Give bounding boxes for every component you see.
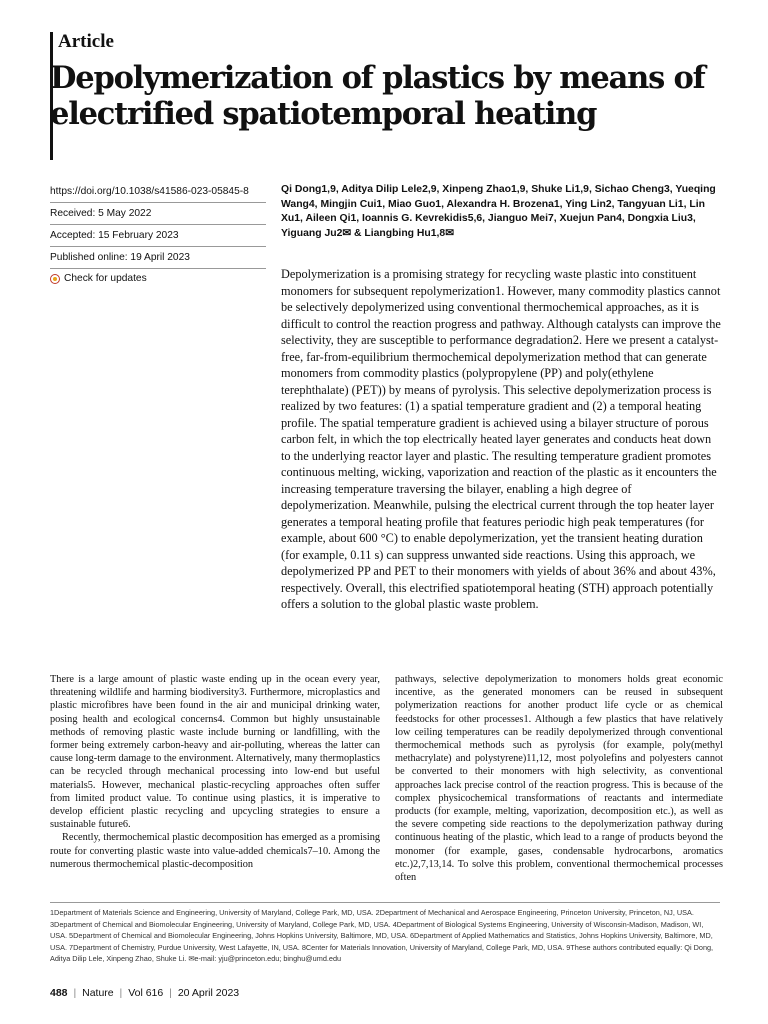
footer-separator: | (119, 987, 123, 999)
journal-volume: Vol 616 (128, 987, 164, 999)
page-number: 488 (50, 987, 68, 999)
body-paragraph: Recently, thermochemical plastic decomposition has emerged as a promising route for converting plastic waste into value-added chemicals7–10. Among the numerous thermochemical plastic-decomposition (50, 832, 380, 870)
author-list: Qi Dong1,9, Aditya Dilip Lele2,9, Xinpeng Zhao1,9, Shuke Li1,9, Sichao Cheng3, Yueqing Wang4, Mingjin Cui1, Miao Guo1, Alexandra H. Brozena1, Ying Lin2, Tangyuan Li1, Lin Xu1, Aileen Qi1, Ioannis G. Kevrekidis5,6, Jianguo Mei7, Xuejun Pan4, Dongxia Liu3, Yiguang Ju2✉ & Liangbing Hu1,8✉ (281, 184, 716, 239)
check-updates-label: Check for updates (64, 273, 147, 284)
issue-date: 20 April 2023 (177, 987, 240, 999)
footer-separator: | (73, 987, 77, 999)
article-title: Depolymerization of plastics by means of electrified spatiotemporal heating (50, 60, 705, 132)
abstract: Depolymerization is a promising strategy for recycling waste plastic into constituent monomers for subsequent repolymerization1. However, many commodity plastics cannot be selectively depolymerized using conventional thermochemical approaches, as it is difficult to control the reaction progress and pathway. Although catalysts can improve the selectivity, they are susceptible to performance degradation2. Here we present a catalyst-free, far-from-equilibrium thermochemical depolymerization method that can generate monomers from commodity plastics (polypropylene (PP) and poly(ethylene terephthalate) (PET)) by means of pyrolysis. This selective depolymerization process is realized by two features: (1) a spatial temperature gradient and (2) a temporal heating profile. The spatial temperature gradient is achieved using a bilayer structure of porous carbon felt, in which the top electrically heated layer generates and conducts heat down to the underlying reactor layer and plastic. The resulting temperature gradient promotes continuous melting, wicking, vaporization and reaction of the plastic as it encounters the increasing temperature traversing the bilayer, enabling a high degree of depolymerization. Meanwhile, pulsing the electrical current through the top heater layer generates a temporal heating profile that features periodic high peak temperatures (for example, about 600 °C) to enable depolymerization, yet the transient heating duration (for example, 0.11 s) can suppress unwanted side reactions. Using this approach, we depolymerized PP and PET to their monomers with yields of about 36% and about 43%, respectively. Overall, this electrified spatiotemporal heating (STH) approach potentially offers a solution to the global plastic waste problem. (281, 267, 721, 611)
body-paragraph: pathways, selective depolymerization to monomers holds great economic incentive, as the generated monomers can be reused in subsequent polymerization reactions for another product life cycle or as chemical feedstocks for other processes1. Although a few plastics that have relatively low ceiling temperatures can be readily depolymerized through conventional thermochemical methods such as pyrolysis (for example, poly(methyl methacrylate) and polystyrene)11,12, most polyolefins and polyesters cannot be converted to their monomers with high selectivity, as conventional approaches lack precise control of the reaction progress. This is because of the complex physicochemical transformations of reactants and intermediate products (for example, melting, vaporization, decomposition etc.), as well as the severe competing side reactions to the depolymerization pathway during continuous heating of the plastic, which lead to a range of products beyond the monomer (for example, gases, condensable hydrocarbons, aromatics etc.)2,7,13,14. To solve this problem, conventional thermochemical processes often (395, 674, 723, 884)
check-updates-icon (50, 274, 60, 284)
journal-name: Nature (82, 987, 114, 999)
page-footer (50, 987, 239, 999)
body-column-right (395, 673, 723, 884)
footnote-divider (50, 902, 720, 903)
body-column-left (50, 673, 380, 871)
received-date: Received: 5 May 2022 (50, 203, 266, 225)
article-type-label: Article (58, 31, 114, 52)
article-meta (50, 181, 266, 284)
affiliations-footnote: 1Department of Materials Science and Engineering, University of Maryland, College Park, MD, USA. 2Department of Mechanical and Aerospace Engineering, Princeton University, Princeton, NJ, USA. 3Department of Chemical and Biomolecular Engineering, University of Maryland, College Park, MD, USA. 4Department of Biological Systems Engineering, University of Wisconsin-Madison, Madison, WI, USA. 5Department of Chemical and Biomolecular Engineering, Johns Hopkins University, Baltimore, MD, USA. 6Department of Applied Mathematics and Statistics, Johns Hopkins University, Baltimore, MD, USA. 7Department of Chemistry, Purdue University, West Lafayette, IN, USA. 8Center for Materials Innovation, University of Maryland, College Park, MD, USA. 9These authors contributed equally: Qi Dong, Aditya Dilip Lele, Xinpeng Zhao, Shuke Li. ✉e-mail: yju@princeton.edu; binghu@umd.edu (50, 908, 714, 963)
footer-separator: | (169, 987, 172, 999)
published-date: Published online: 19 April 2023 (50, 247, 266, 269)
check-updates-link[interactable] (50, 269, 266, 284)
doi-link[interactable]: https://doi.org/10.1038/s41586-023-05845-8 (50, 181, 266, 203)
body-paragraph: There is a large amount of plastic waste ending up in the ocean every year, threatening wildlife and harming biodiversity3. Furthermore, microplastics and plastic microfibres have been found in the air and municipal drinking water, posing health and ecological concerns4. Common but highly unsustainable methods of removing plastic waste include burning or landfilling, with the former being extremely carbon-heavy and air-polluting, whereas the latter can cause long-term damage to the environment. Alternatively, many thermoplastics can be recycled through mechanical processing into low-end but useful materials5. However, mechanical plastic-recycling approaches often suffer from limited product value. To continue using plastics, it is imperative to develop efficient plastic recycling and upcycling strategies to ensure a sustainable future6. (50, 674, 380, 831)
accepted-date: Accepted: 15 February 2023 (50, 225, 266, 247)
